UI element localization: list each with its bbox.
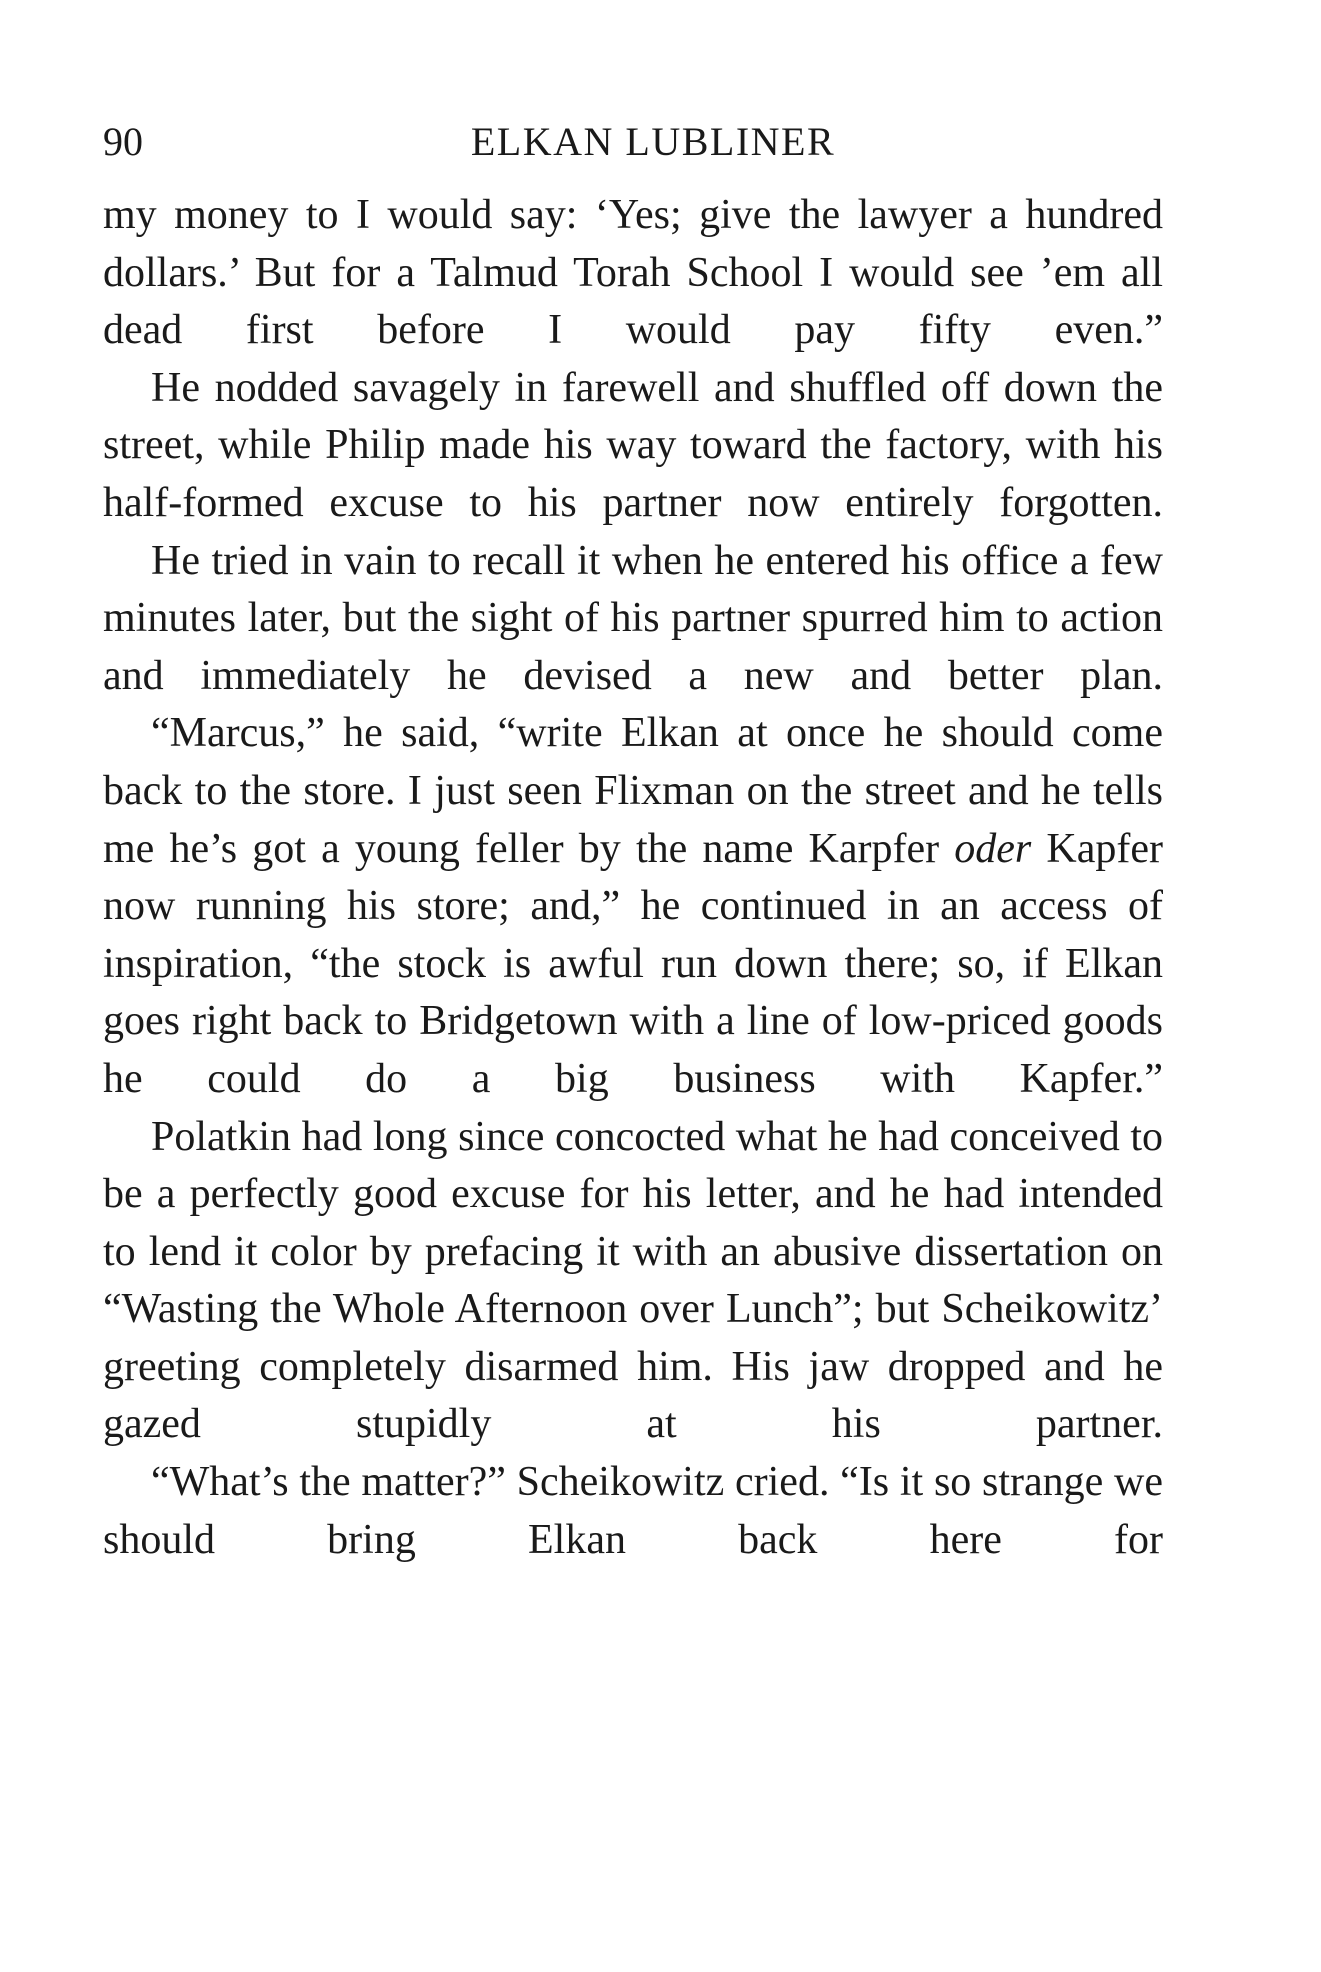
paragraph-text: Polatkin had long since concocted what he had conceived to be a perfectly good excuse for his letter, and he had intended to lend it color by prefacing it with an abusive dissertation on “Wasting the Whole Afternoon over Lunch”; but Scheikowitz’ greeting completely disarmed him. His jaw dropped and he gazed stupidly at his partner. xyxy=(103,1113,1163,1448)
paragraph xyxy=(103,533,1163,706)
paragraph xyxy=(103,360,1163,533)
paragraph-text: He nodded savagely in farewell and shuffled off down the street, while Philip made his way toward the factory, with his half-formed excuse to his partner now entirely forgotten. xyxy=(103,364,1163,526)
italic-word: oder xyxy=(954,825,1032,872)
paragraph-text-start: “Marcus,” he said, “write Elkan at once he should come back to the store. I just seen Flixman on the street and he tells me he’s got a young feller by the name Karpfer xyxy=(103,710,1163,872)
body-text xyxy=(103,187,1163,1569)
running-title: ELKAN LUBLINER xyxy=(470,119,836,164)
paragraph-continued xyxy=(103,187,1163,360)
paragraph-text-end: Kapfer now running his store; and,” he continued in an access of inspiration, “the stock is awful run down there; so, if Elkan goes right back to Bridgetown with a line of low-priced goods he could do a big business with Kapfer.” xyxy=(103,825,1163,1102)
paragraph-continues-next-page xyxy=(103,1454,1163,1569)
running-head xyxy=(103,112,1163,172)
paragraph-text: my money to I would say: ‘Yes; give the lawyer a hundred dollars.’ But for a Talmud Torah School I would see ’em all dead first before I would pay fifty even.” xyxy=(103,192,1163,354)
paragraph xyxy=(103,705,1163,1108)
paragraph-text: He tried in vain to recall it when he entered his office a few minutes later, but the sight of his partner spurred him to action and immediately he devised a new and better plan. xyxy=(103,537,1163,699)
paragraph-text: “What’s the matter?” Scheikowitz cried. “Is it so strange we should bring Elkan back here for xyxy=(103,1459,1163,1563)
paragraph xyxy=(103,1109,1163,1455)
page-number: 90 xyxy=(103,119,143,164)
